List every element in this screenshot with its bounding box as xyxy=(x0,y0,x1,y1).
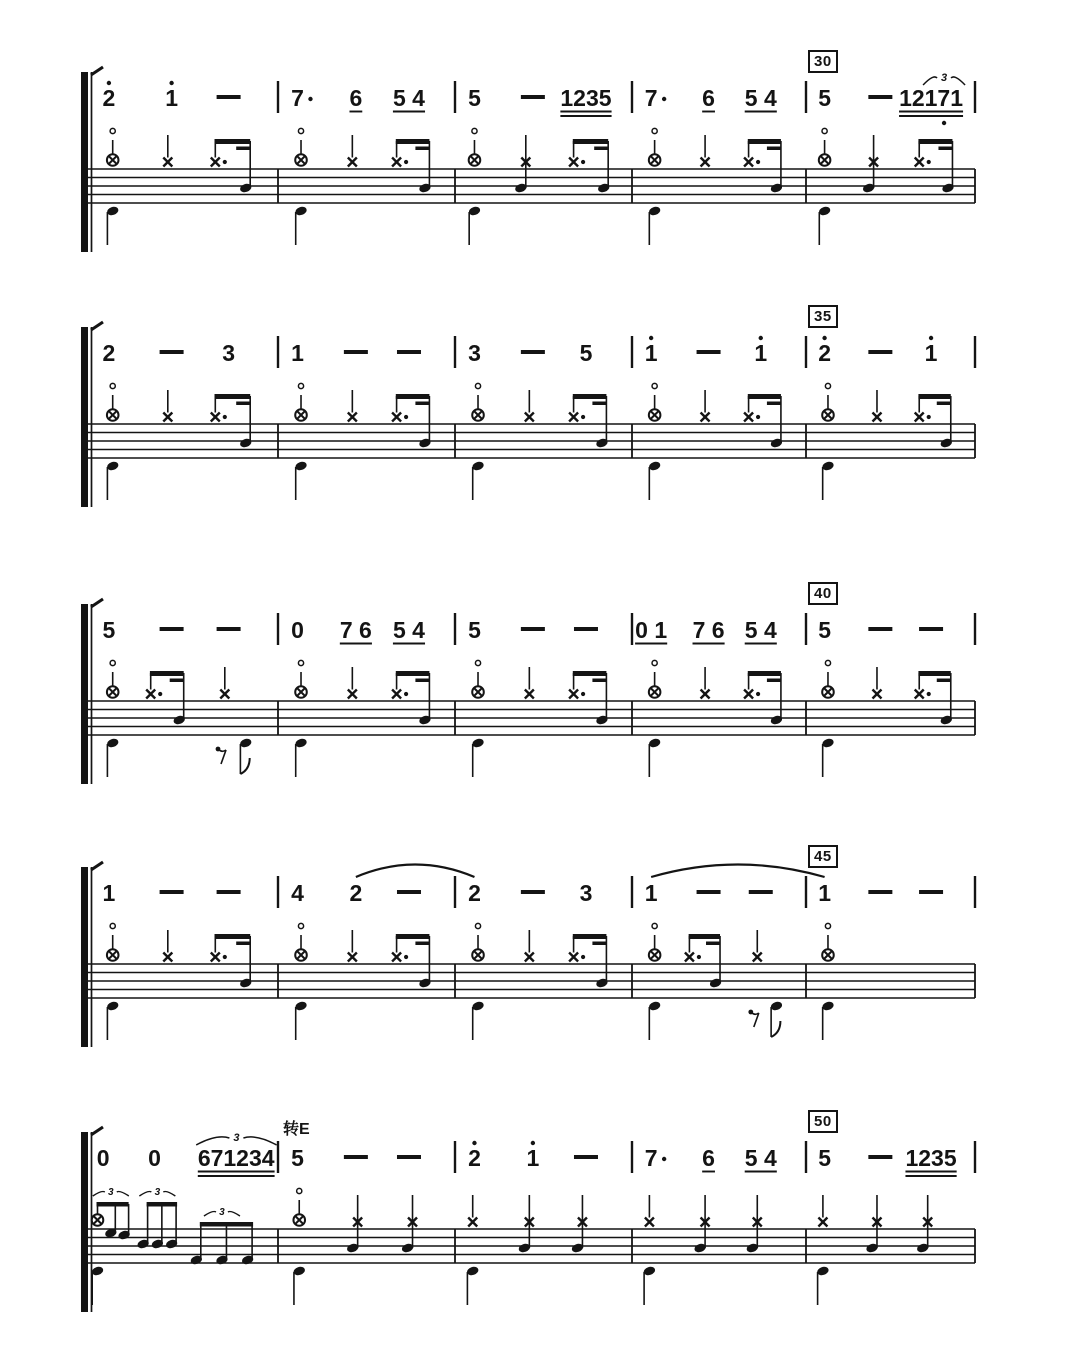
svg-text:5: 5 xyxy=(818,85,831,111)
svg-text:1235: 1235 xyxy=(905,1145,957,1171)
bass-drum-eighth-note xyxy=(239,737,253,774)
svg-text:4: 4 xyxy=(291,880,304,906)
hihat-x-note xyxy=(753,930,762,962)
hihat-x-note xyxy=(872,667,881,699)
hihat-x-note xyxy=(348,135,357,167)
jianpu-dash xyxy=(574,1155,598,1159)
svg-text:0 1: 0 1 xyxy=(635,617,668,643)
svg-text:3: 3 xyxy=(222,340,235,366)
hihat-x-note xyxy=(163,930,172,962)
open-hihat-note xyxy=(822,383,834,420)
staff-measure-P2 xyxy=(106,660,253,777)
staff-measure-P7 xyxy=(816,1195,932,1305)
bass-drum-note xyxy=(468,205,482,245)
jianpu-measure xyxy=(645,336,768,366)
svg-text:12171: 12171 xyxy=(899,85,964,111)
jianpu-note xyxy=(291,85,313,111)
jianpu-note xyxy=(103,340,116,366)
jianpu-note xyxy=(645,1145,667,1171)
bass-drum-note xyxy=(648,205,662,245)
jianpu-measure xyxy=(818,336,937,366)
bass-drum-note xyxy=(106,205,120,245)
jianpu-note xyxy=(148,1145,161,1171)
svg-text:5 4: 5 4 xyxy=(744,1145,777,1171)
hihat-over-tom-note xyxy=(346,1195,362,1254)
system-1-notation xyxy=(0,38,1071,273)
staff-measure-P7 xyxy=(466,1195,587,1305)
svg-text:3: 3 xyxy=(468,340,481,366)
bass-drum-note xyxy=(648,1000,662,1040)
jianpu-note xyxy=(97,1145,110,1171)
hihat-over-tom-note xyxy=(865,1195,881,1254)
svg-text:5: 5 xyxy=(818,617,831,643)
jianpu-note xyxy=(635,617,667,644)
svg-text:1: 1 xyxy=(754,340,768,366)
jianpu-note xyxy=(818,85,831,111)
bass-drum-note xyxy=(816,1265,830,1305)
jianpu-measure xyxy=(291,340,421,366)
jianpu-note xyxy=(468,1141,481,1171)
jianpu-note xyxy=(693,617,725,644)
hihat-x-note xyxy=(818,1195,827,1227)
jianpu-measure xyxy=(468,85,612,116)
jianpu-dash xyxy=(521,890,545,894)
eighth-rest xyxy=(748,1010,758,1027)
jianpu-dash xyxy=(868,350,892,354)
jianpu-note xyxy=(645,85,667,111)
jianpu-dash xyxy=(217,890,241,894)
svg-text:5: 5 xyxy=(102,617,116,643)
jianpu-measure xyxy=(818,72,965,125)
jianpu-note xyxy=(165,81,178,111)
bass-drum-note xyxy=(294,1000,308,1040)
jianpu-dash xyxy=(919,890,943,894)
hihat-x-note xyxy=(525,930,534,962)
jianpu-dash xyxy=(919,627,943,631)
jianpu-note xyxy=(580,880,593,906)
jianpu-dash xyxy=(868,1155,892,1159)
open-hihat-note xyxy=(649,660,661,697)
jianpu-measure xyxy=(291,617,425,644)
jianpu-note xyxy=(560,85,611,116)
open-hihat-note xyxy=(295,923,307,960)
bass-drum-note xyxy=(648,737,662,777)
hihat-x-note xyxy=(348,667,357,699)
jianpu-dash xyxy=(868,890,892,894)
svg-text:6: 6 xyxy=(349,85,363,111)
jianpu-note xyxy=(818,617,831,643)
triplet-group-2 xyxy=(136,1187,178,1250)
staff-measure-P2 xyxy=(648,923,783,1040)
open-hihat-note xyxy=(819,128,831,165)
jianpu-measure xyxy=(291,1145,421,1171)
svg-text:1: 1 xyxy=(526,1145,540,1171)
jianpu-note xyxy=(393,85,425,112)
triplet-mark xyxy=(93,1187,129,1198)
jianpu-measure xyxy=(468,1141,598,1171)
tie-arc xyxy=(651,865,824,878)
hihat-over-tom-note xyxy=(401,1195,417,1254)
tie-arc xyxy=(356,865,475,878)
staff-measure-P7 xyxy=(643,1195,762,1305)
jianpu-dash xyxy=(868,95,892,99)
svg-text:6: 6 xyxy=(702,1145,715,1171)
jianpu-measure xyxy=(291,85,425,112)
staff-measure-P1 xyxy=(821,660,953,777)
jianpu-note xyxy=(291,617,304,643)
jianpu-note xyxy=(291,340,304,366)
bass-drum-note xyxy=(471,460,485,500)
open-hihat-note xyxy=(649,128,661,165)
svg-text:5: 5 xyxy=(291,1145,304,1171)
hihat-x-note xyxy=(220,667,229,699)
jianpu-note xyxy=(291,1145,304,1171)
jianpu-note xyxy=(899,72,965,125)
bass-drum-note xyxy=(643,1265,657,1305)
jianpu-note xyxy=(580,340,593,366)
jianpu-dash xyxy=(160,890,184,894)
staff-measure-P1 xyxy=(294,660,431,777)
jianpu-note xyxy=(905,1145,956,1176)
staff-measure-P1 xyxy=(106,383,253,500)
svg-text:2: 2 xyxy=(102,340,116,366)
staff-measure-PW xyxy=(821,923,835,1040)
svg-text:1: 1 xyxy=(102,880,116,906)
jianpu-dash xyxy=(397,890,421,894)
jianpu-measure xyxy=(103,880,241,906)
staff-measure-P1 xyxy=(648,660,783,777)
jianpu-note xyxy=(393,617,425,644)
staff-measure-P1 xyxy=(294,923,431,1040)
hihat-over-tom-note xyxy=(746,1195,762,1254)
bass-drum-note xyxy=(106,1000,120,1040)
jianpu-dash xyxy=(749,890,773,894)
svg-text:1: 1 xyxy=(924,340,938,366)
open-hihat-note xyxy=(295,128,307,165)
jianpu-measure xyxy=(645,880,773,906)
measure-number-box-30: 30 xyxy=(808,50,838,73)
svg-text:1235: 1235 xyxy=(560,85,612,111)
jianpu-dash xyxy=(521,95,545,99)
bass-drum-note xyxy=(292,1265,306,1305)
open-hihat-note xyxy=(469,128,481,165)
open-hihat-note xyxy=(649,383,661,420)
open-hihat-note xyxy=(472,383,484,420)
staff-measure-P1 xyxy=(294,383,431,500)
svg-text:1: 1 xyxy=(644,880,658,906)
jianpu-note xyxy=(754,336,767,366)
jianpu-dash xyxy=(868,627,892,631)
svg-text:0: 0 xyxy=(148,1145,161,1171)
bass-drum-note xyxy=(466,1265,480,1305)
staff-measure-P1 xyxy=(471,660,608,777)
jianpu-note xyxy=(745,617,777,644)
triplet-mark xyxy=(204,1207,240,1218)
jianpu-note xyxy=(818,1145,831,1171)
svg-text:5 4: 5 4 xyxy=(744,85,777,111)
jianpu-dash xyxy=(160,627,184,631)
svg-text:5 4: 5 4 xyxy=(392,85,425,111)
staff-measure-P1 xyxy=(648,383,783,500)
bass-drum-note xyxy=(821,460,835,500)
open-hihat-note xyxy=(107,128,119,165)
jianpu-note xyxy=(702,85,715,112)
hihat-x-note xyxy=(701,135,710,167)
jianpu-dash xyxy=(521,627,545,631)
bass-drum-note xyxy=(91,1265,105,1305)
staff-measure-P1 xyxy=(471,383,608,500)
jianpu-measure xyxy=(818,880,943,906)
svg-text:3: 3 xyxy=(940,72,948,84)
jianpu-dash xyxy=(521,350,545,354)
svg-text:5: 5 xyxy=(818,1145,831,1171)
triplet-group-1 xyxy=(92,1187,131,1241)
measure-number-box-35: 35 xyxy=(808,305,838,328)
jianpu-measure xyxy=(291,880,421,906)
svg-text:5 4: 5 4 xyxy=(744,617,777,643)
jianpu-note xyxy=(291,880,304,906)
svg-text:3: 3 xyxy=(579,880,593,906)
svg-text:7: 7 xyxy=(644,1145,658,1171)
hihat-x-note xyxy=(525,667,534,699)
open-hihat-note xyxy=(822,923,834,960)
jianpu-note xyxy=(745,85,777,112)
jianpu-note xyxy=(340,617,372,644)
svg-text:5: 5 xyxy=(468,85,481,111)
svg-text:7 6: 7 6 xyxy=(339,617,372,643)
jianpu-dash xyxy=(397,1155,421,1159)
bass-drum-eighth-note xyxy=(770,1000,784,1037)
jianpu-measure xyxy=(103,617,241,643)
bass-drum-note xyxy=(821,737,835,777)
open-hihat-note xyxy=(472,923,484,960)
triplet-mark xyxy=(139,1187,175,1198)
bass-drum-note xyxy=(471,1000,485,1040)
bass-drum-note xyxy=(471,737,485,777)
system-5-notation xyxy=(0,1098,1071,1333)
open-hihat-note xyxy=(295,383,307,420)
svg-text:7: 7 xyxy=(291,85,304,111)
svg-text:7 6: 7 6 xyxy=(692,617,725,643)
svg-text:671234: 671234 xyxy=(197,1145,275,1171)
svg-text:2: 2 xyxy=(349,880,363,906)
jianpu-dash xyxy=(697,890,721,894)
svg-text:3: 3 xyxy=(219,1207,225,1218)
svg-text:3: 3 xyxy=(108,1187,114,1198)
measure-number-box-40: 40 xyxy=(808,582,838,605)
jianpu-measure xyxy=(103,81,241,111)
svg-text:5: 5 xyxy=(468,617,481,643)
eighth-rest xyxy=(216,747,226,764)
svg-text:2: 2 xyxy=(468,880,481,906)
hihat-over-tom-note xyxy=(693,1195,709,1254)
jianpu-measure xyxy=(818,1145,957,1176)
open-hihat-note xyxy=(822,660,834,697)
hihat-x-note xyxy=(163,135,172,167)
hihat-x-note xyxy=(645,1195,654,1227)
bass-drum-note xyxy=(106,737,120,777)
svg-text:1: 1 xyxy=(165,85,178,111)
svg-text:6: 6 xyxy=(702,85,715,111)
jianpu-dash xyxy=(397,350,421,354)
jianpu-dash xyxy=(160,350,184,354)
jianpu-note xyxy=(222,340,235,366)
jianpu-note xyxy=(645,880,658,906)
staff-measure-P1 xyxy=(106,923,253,1040)
jianpu-measure xyxy=(645,1145,777,1172)
jianpu-dash xyxy=(217,95,241,99)
jianpu-note xyxy=(702,1145,715,1172)
jianpu-measure xyxy=(468,880,592,906)
open-hihat-note xyxy=(107,660,119,697)
hihat-x-note xyxy=(348,390,357,422)
key-change-label: 转E xyxy=(283,1121,310,1138)
jianpu-dash xyxy=(697,350,721,354)
staff-measure-P1 xyxy=(471,923,608,1040)
bass-drum-note xyxy=(294,737,308,777)
svg-text:5 4: 5 4 xyxy=(392,617,425,643)
jianpu-note xyxy=(103,617,116,643)
triplet-group-3 xyxy=(190,1207,255,1266)
jianpu-note xyxy=(468,85,481,111)
hihat-x-note xyxy=(701,667,710,699)
bass-drum-note xyxy=(294,205,308,245)
jianpu-measure xyxy=(645,85,777,112)
jianpu-note xyxy=(745,1145,777,1172)
measure-number-box-45: 45 xyxy=(808,845,838,868)
jianpu-note xyxy=(349,880,362,906)
hihat-over-tom-note xyxy=(916,1195,932,1254)
system-3-notation xyxy=(0,570,1071,805)
svg-text:5: 5 xyxy=(579,340,593,366)
svg-text:0: 0 xyxy=(96,1145,110,1171)
open-hihat-note xyxy=(472,660,484,697)
jianpu-measure xyxy=(103,340,235,366)
bass-drum-note xyxy=(294,460,308,500)
open-hihat-note xyxy=(295,660,307,697)
svg-text:3: 3 xyxy=(154,1187,161,1198)
jianpu-dash xyxy=(574,627,598,631)
svg-text:2: 2 xyxy=(818,340,831,366)
jianpu-note xyxy=(196,1132,276,1176)
svg-text:1: 1 xyxy=(818,880,831,906)
hihat-x-note xyxy=(701,390,710,422)
jianpu-note xyxy=(103,880,116,906)
system-4-notation xyxy=(0,833,1071,1068)
svg-text:1: 1 xyxy=(291,340,304,366)
svg-text:3: 3 xyxy=(233,1132,240,1144)
jianpu-note xyxy=(526,1141,539,1171)
jianpu-note xyxy=(468,340,481,366)
jianpu-note xyxy=(818,880,831,906)
open-hihat-note xyxy=(107,923,119,960)
jianpu-measure xyxy=(818,617,943,643)
bass-drum-note xyxy=(106,460,120,500)
staff-measure-P1 xyxy=(821,383,953,500)
jianpu-note xyxy=(645,336,658,366)
jianpu-dash xyxy=(344,1155,368,1159)
jianpu-measure xyxy=(635,617,777,644)
open-hihat-note xyxy=(107,383,119,420)
svg-text:1: 1 xyxy=(644,340,658,366)
open-hihat-note xyxy=(649,923,661,960)
hihat-over-tom-note xyxy=(862,135,878,194)
open-hihat-note xyxy=(293,1188,305,1225)
system-2-notation xyxy=(0,293,1071,528)
hihat-x-note xyxy=(163,390,172,422)
hihat-x-note xyxy=(525,390,534,422)
svg-text:0: 0 xyxy=(291,617,304,643)
jianpu-measure xyxy=(468,340,593,366)
hihat-x-note xyxy=(468,1195,477,1227)
jianpu-note xyxy=(818,336,831,366)
bass-drum-note xyxy=(818,205,832,245)
jianpu-note xyxy=(925,336,938,366)
hihat-x-note xyxy=(348,930,357,962)
jianpu-measure xyxy=(97,1132,277,1176)
svg-text:7: 7 xyxy=(644,85,658,111)
hihat-over-tom-note xyxy=(571,1195,587,1254)
measure-number-box-50: 50 xyxy=(808,1110,838,1133)
jianpu-note xyxy=(103,81,116,111)
hihat-over-tom-note xyxy=(518,1195,534,1254)
hihat-over-tom-note xyxy=(514,135,530,194)
jianpu-note xyxy=(468,617,481,643)
hihat-x-note xyxy=(872,390,881,422)
jianpu-measure xyxy=(468,617,598,643)
jianpu-note xyxy=(468,880,481,906)
bass-drum-note xyxy=(648,460,662,500)
svg-text:2: 2 xyxy=(468,1145,481,1171)
bass-drum-note xyxy=(821,1000,835,1040)
svg-text:2: 2 xyxy=(102,85,116,111)
jianpu-dash xyxy=(344,350,368,354)
jianpu-dash xyxy=(217,627,241,631)
jianpu-note xyxy=(349,85,362,112)
